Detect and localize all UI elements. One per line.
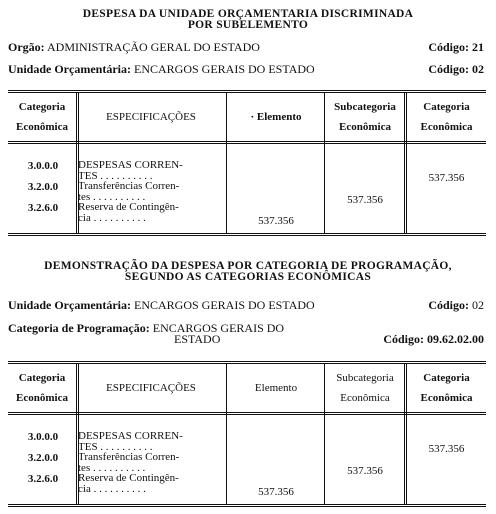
spec-line: Transferências Corren- [78, 451, 180, 463]
header-categoria: Categoria [18, 101, 66, 113]
header-divider [8, 412, 486, 415]
categoria-prog-codigo-label: Código: [383, 332, 424, 346]
spec-line: TES . . . . . . . . . . [78, 169, 153, 182]
header-categoria-r-2: Econômica [420, 121, 473, 133]
categoria-prog-codigo [383, 332, 484, 346]
subcategoria-value: 537.356 [347, 465, 383, 477]
specs-column [78, 160, 218, 223]
header-categoria-r: Categoria [423, 101, 470, 113]
spec-line: DESPESAS CORREN- [78, 430, 183, 442]
elemento-value: 537.356 [258, 486, 294, 498]
code-cell: 3.2.0.0 [27, 452, 59, 464]
header-elemento: · Elemento [250, 111, 302, 123]
orgao-codigo [428, 40, 484, 54]
code-cell: 3.2.6.0 [27, 473, 59, 485]
section1-title-line2: POR SUBELEMENTO [187, 19, 309, 31]
header-subcategoria: Subcategoria [334, 101, 396, 113]
unidade2-value: ENCARGOS GERAIS DO ESTADO [133, 298, 315, 312]
unidade-value: ENCARGOS GERAIS DO ESTADO [133, 62, 315, 76]
categoria-value: 537.356 [428, 172, 465, 184]
codes-column [14, 428, 72, 491]
unidade2-codigo-label: Código: [428, 298, 469, 312]
unidade2-label: Unidade Orçamentária: [8, 298, 131, 312]
spec-line: tes . . . . . . . . . . [78, 190, 146, 203]
categoria-prog-codigo-value: 09.62.02.00 [427, 332, 484, 346]
col-divider [226, 93, 227, 233]
section1-title-line1: DESPESA DA UNIDADE ORÇAMENTARIA DISCRIMINADA [82, 8, 414, 20]
spec-line: DESPESAS CORREN- [78, 159, 183, 171]
spec-line: TES . . . . . . . . . . [78, 440, 153, 453]
code-cell: 3.0.0.0 [27, 431, 59, 443]
code-cell: 3.2.0.0 [27, 181, 59, 193]
col-divider [324, 93, 325, 233]
unidade2-row [8, 298, 488, 312]
section2-title-line2: SEGUNDO AS CATEGORIAS ECONÔMICAS [124, 271, 372, 283]
spec-line: tes . . . . . . . . . . [78, 461, 146, 474]
spec-line: Reserva de Contingên- [78, 472, 179, 484]
header-especificacoes: ESPECIFICAÇÕES [106, 382, 196, 394]
programacao-table [8, 361, 486, 507]
col-divider [226, 364, 227, 504]
header-categoria-2: Econômica [16, 121, 68, 133]
header-subcategoria-2: Econômica [340, 392, 390, 404]
orgao-label: Orgão: [8, 40, 45, 54]
spec-line: cia . . . . . . . . . . [78, 482, 146, 495]
categoria-value: 537.356 [428, 443, 465, 455]
categoria-prog-label: Categoria de Programação: [8, 321, 150, 335]
elemento-value: 537.356 [258, 215, 294, 227]
orgao-value: ADMINISTRAÇÃO GERAL DO ESTADO [47, 40, 260, 54]
orgao-codigo-value: 21 [472, 40, 484, 54]
unidade2-codigo-value: 02 [472, 298, 484, 312]
header-elemento: Elemento [254, 382, 298, 394]
unidade-label: Unidade Orçamentária: [8, 62, 131, 76]
header-subcategoria: Subcategoria [336, 372, 394, 384]
spec-line: Transferências Corren- [78, 180, 180, 192]
header-divider [8, 141, 486, 144]
header-categoria-r: Categoria [423, 372, 470, 384]
section2-title-line1: DEMONSTRAÇÃO DA DESPESA POR CATEGORIA DE PROGRAMAÇÃO, [44, 260, 452, 272]
header-categoria-2: Econômica [16, 392, 68, 404]
unidade-row [8, 62, 488, 76]
header-categoria-r-2: Econômica [420, 392, 473, 404]
code-cell: 3.2.6.0 [27, 202, 59, 214]
orgao-codigo-label: Código: [428, 40, 469, 54]
code-cell: 3.0.0.0 [27, 160, 59, 172]
col-divider [324, 364, 325, 504]
header-subcategoria-2: Econômica [339, 121, 391, 133]
codes-column [14, 157, 72, 220]
unidade-codigo [428, 62, 484, 76]
categoria-prog-value-2: ESTADO [174, 332, 221, 346]
subcategoria-value: 537.356 [347, 194, 383, 206]
specs-column [78, 431, 218, 494]
header-categoria: Categoria [18, 372, 66, 384]
header-especificacoes: ESPECIFICAÇÕES [106, 111, 196, 123]
spec-line: Reserva de Contingên- [78, 201, 179, 213]
orgao-row [8, 40, 488, 54]
unidade-codigo-label: Código: [428, 62, 469, 76]
unidade2-codigo [428, 298, 484, 312]
categoria-prog-value-1: ENCARGOS GERAIS DO [152, 321, 285, 335]
spec-line: cia . . . . . . . . . . [78, 211, 146, 224]
subelemento-table [8, 90, 486, 236]
unidade-codigo-value: 02 [472, 62, 484, 76]
